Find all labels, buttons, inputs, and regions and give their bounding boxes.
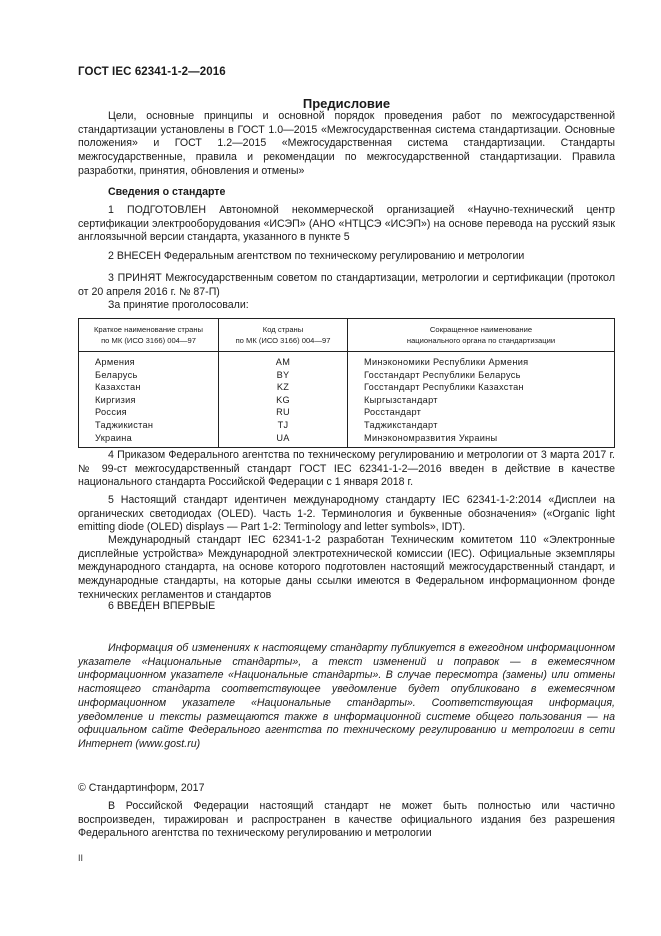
item-5-identical: 5 Настоящий стандарт идентичен международному стандарту IEC 62341-1-2:2014 «Дисплеи на органических светодиодах (OLED). Часть 1-2. Терминология и буквенные обозначения» («Organic light emitting diode (OLED) displays — Part 1-2: Terminology and letter symbols», IDT). [78,494,615,534]
standards-body: Минэкономики Республики Армения [348,352,615,369]
country-name: Казахстан [95,382,141,393]
item-6-first-introduced: 6 ВВЕДЕН ВПЕРВЫЕ [108,600,216,612]
column-header-country: Краткое наименование страны по МК (ИСО 3166) 004—97 [79,319,219,352]
table-row [79,352,615,369]
column-header-code: Код страны по МК (ИСО 3166) 004—97 [219,319,348,352]
country-code: AM [219,352,348,369]
item-3-adopted: 3 ПРИНЯТ Межгосударственным советом по стандартизации, метрологии и сертификации (протокол от 20 апреля 2016 г. № 87-П) [78,272,615,298]
country-code: RU [219,406,348,419]
country-code: KG [219,394,348,407]
standards-body: Кыргызстандарт [348,394,615,407]
standards-body: Таджикстандарт [348,419,615,432]
table-row [79,369,615,382]
page-number: II [78,853,84,863]
standards-body: Госстандарт Республики Казахстан [348,381,615,394]
reproduction-notice: В Российской Федерации настоящий стандарт не может быть полностью или частично воспроизведен, тиражирован и распространен в качестве официального издания без разрешения Федерального агентства по техническому регулированию и метрологии [78,800,615,840]
voting-countries-table [78,318,615,448]
page-title: Предисловие [302,96,391,111]
amendments-notice: Информация об изменениях к настоящему стандарту публикуется в ежегодном информационном указателе «Национальные стандарты», а текст изменений и поправок — в ежемесячном информационном указателе «Национальные стандарты». В случае пересмотра (замены) или отмены настоящего стандарта соответствующее уведомление будет опубликовано в ежемесячном информационном указателе «Национальные стандарты». Соответствующая информация, уведомление и тексты размещаются также в информационной системе общего пользования — на официальном сайте Федерального агентства по техническому регулированию и метрологии в сети Интернет (www.gost.ru) [78,642,615,750]
country-code: UA [219,432,348,448]
item-5-note: Международный стандарт IEC 62341-1-2 разработан Техническим комитетом 110 «Электронные дисплейные устройства» Международной электротехнической комиссии (IEC). Официальные экземпляры международного стандарта, на основе которого подготовлен настоящий межгосударственный стандарт, и международные стандарты, на которые даны ссылки имеются в Федеральном информационном фонде технических регламентов и стандартов [78,534,615,601]
item-2-submitted: 2 ВНЕСЕН Федеральным агентством по техническому регулированию и метрологии [108,250,525,262]
intro-paragraph: Цели, основные принципы и основной порядок проведения работ по межгосударственной стандартизации установлены в ГОСТ 1.0—2015 «Межгосударственная система стандартизации. Основные положения» и ГОСТ 1.2—2015 «Межгосударственная система стандартизации. Стандарты межгосударственные, правила и рекомендации по межгосударственной стандартизации. Правила разработки, принятия, обновления и отмены» [78,110,615,177]
country-name: Киргизия [95,394,136,405]
item-1-prepared: 1 ПОДГОТОВЛЕН Автономной некоммерческой организацией «Научно-технический центр сертификации электрооборудования «ИСЭП» (АНО «НТЦСЭ «ИСЭП») на основе перевода на русский язык англоязычной версии стандарта, указанного в пункте 5 [78,204,615,244]
country-name: Беларусь [95,369,138,380]
item-4-enactment: 4 Приказом Федерального агентства по техническому регулированию и метрологии от 3 марта 2017 г. № 99-ст межгосударственный стандарт ГОСТ IEC 62341-1-2—2016 введен в действие в качестве национального стандарта Российской Федерации с 1 января 2018 г. [78,449,615,489]
country-name: Россия [95,407,127,418]
section-heading: Сведения о стандарте [108,186,226,198]
country-code: KZ [219,381,348,394]
country-name: Армения [95,357,135,367]
votes-label: За принятие проголосовали: [108,299,249,311]
table-header-row [79,319,615,352]
table-row [79,381,615,394]
country-name: Таджикистан [95,419,154,430]
table-row [79,419,615,432]
standards-body: Росстандарт [348,406,615,419]
standards-body: Минэкономразвития Украины [348,432,615,448]
table-row [79,394,615,407]
copyright: © Стандартинформ, 2017 [78,782,205,794]
country-code: BY [219,369,348,382]
standards-body: Госстандарт Республики Беларусь [348,369,615,382]
column-header-org: Сокращенное наименование национального органа по стандартизации [348,319,615,352]
table-row [79,432,615,448]
document-code-header: ГОСТ IEC 62341-1-2—2016 [78,66,226,78]
country-name: Украина [95,432,133,443]
country-code: TJ [219,419,348,432]
table-row [79,406,615,419]
